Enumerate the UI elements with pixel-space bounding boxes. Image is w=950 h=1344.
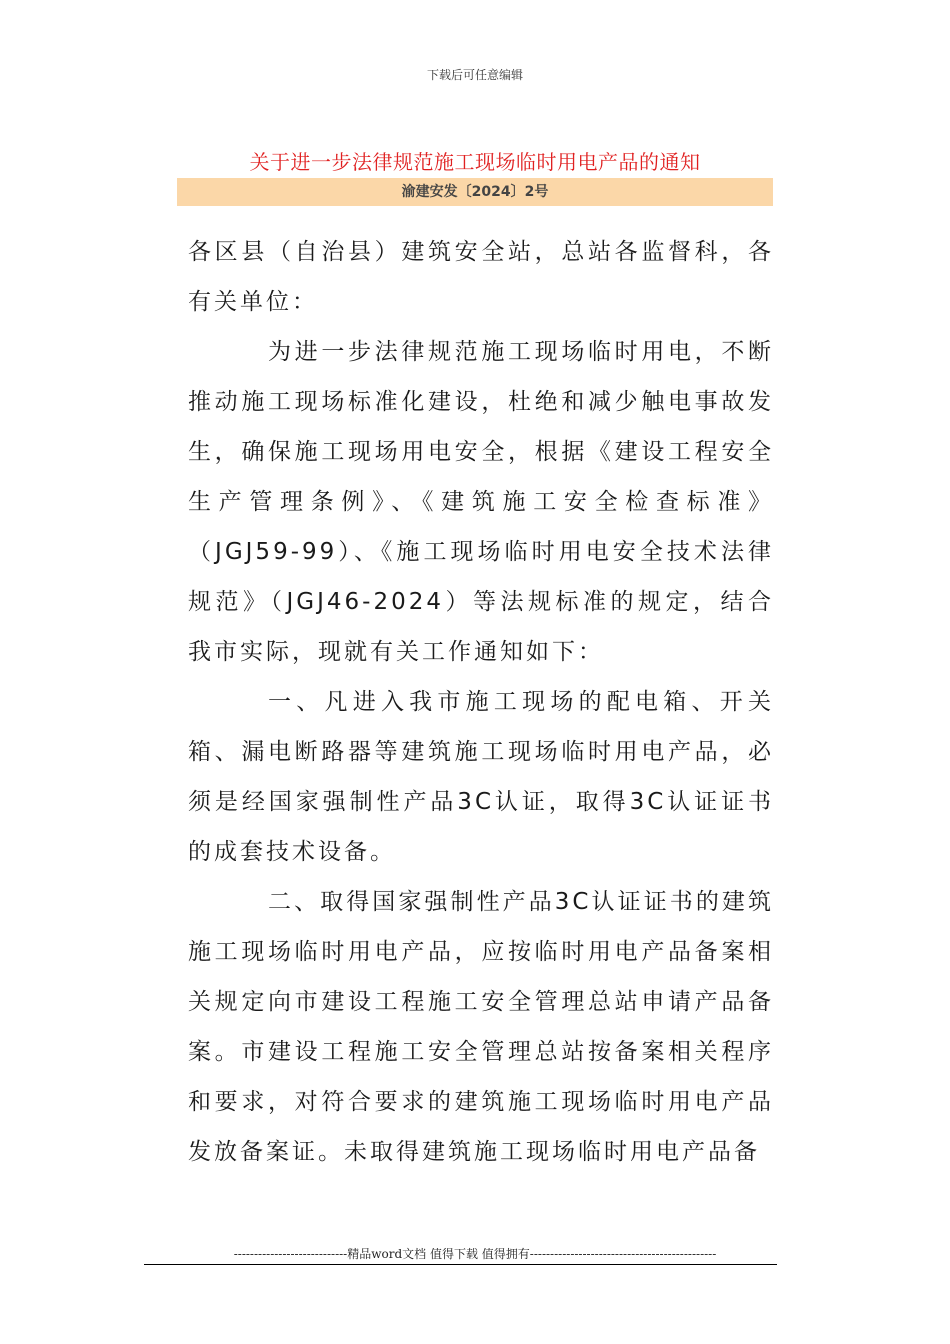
document-title: 关于进一步法律规范施工现场临时用电产品的通知 [249,150,701,174]
page-header-note: 下载后可任意编辑 [426,68,523,82]
footer-divider [144,1264,777,1265]
intro-paragraph: 为进一步法律规范施工现场临时用电，不断推动施工现场标准化建设，杜绝和减少触电事故发生，确保施工现场用电安全，根据《建设工程安全生产管理条例》、《建筑施工安全检查标准》（JGJ59-99）、《施工现场临时用电安全技术法律规范》（JGJ46-2024）等法规标准的规定，结合我市实际，现就有关工作通知如下： [188,339,774,665]
page-footer-note: ----------------------------精品word文档 值得下载 值得拥有---------------------------------------------- [233,1247,717,1261]
item-one-paragraph: 一、凡进入我市施工现场的配电箱、开关箱、漏电断路器等建筑施工现场临时用电产品，必须是经国家强制性产品3C认证，取得3C认证证书的成套技术设备。 [188,689,774,865]
document-number-band: 渝建安发〔2024〕2号 [177,178,773,206]
salutation-paragraph: 各区县（自治县）建筑安全站，总站各监督科，各有关单位： [188,239,774,315]
item-two-paragraph: 二、取得国家强制性产品3C认证证书的建筑施工现场临时用电产品，应按临时用电产品备案相关规定向市建设工程施工安全管理总站申请产品备案。市建设工程施工安全管理总站按备案相关程序和要求，对符合要求的建筑施工现场临时用电产品发放备案证。未取得建筑施工现场临时用电产品备 [188,889,774,1165]
document-body [188,227,774,1177]
